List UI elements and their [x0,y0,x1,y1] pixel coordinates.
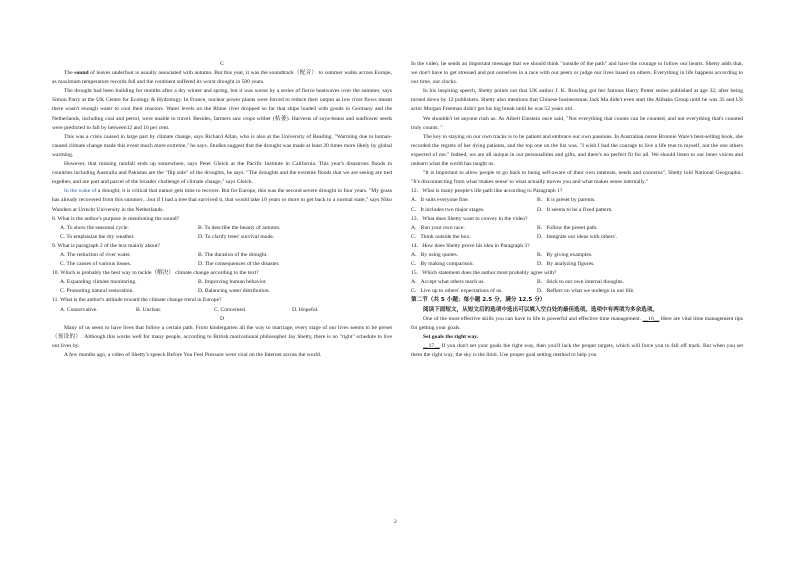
passage-c-paragraph-2: The drought had been building for months after a dry winter and spring, but it was worse by a series of fierce heatwaves over the summer, says Simon Parry at the UK Centre for Ecology & Hydrology. In France, nuclear power plants were forced to reduce their output as low river flows meant there wasn't enough water to cool their reactors. Water levels on the Rhine river dropped so far that ships loaded with goods in Germany and the Netherlands, including coal and petrol, were unable to travel. Besides, farmers saw crops wither (枯萎). Harvests of soya-beans and sunflower seeds were predicted to fall by between12 and 16 per cent. [52,88,392,131]
option-11c: C. Concerned. [214,306,247,313]
section-d-heading: D [219,315,225,322]
highlighted-phrase: In the wake of [64,188,97,195]
question-9-options-row-2 [52,260,392,269]
section-2-title: 第二节（共 5 小题；每小题 2.5 分，满分 12.5 分） [411,297,546,304]
question-12-options-row-2 [411,206,743,215]
option-9b: B. The duration of the drought. [198,251,268,258]
option-8d: D. To clarify trees' survival mode. [198,233,275,240]
question-8-options-row-1 [52,224,392,233]
option-8c: C. To emphasize the dry weather. [60,233,135,240]
option-14c: C．By making comparison. [411,261,474,268]
question-8-options-row-2 [52,233,392,242]
passage-d-paragraph-1: Many of us seem to have lives that follow a certain path. From kindergarten all the way to marriage, every stage of our lives seems to be preset（预设的）. Although this works well for many people, according to British motivational philosopher Jay Shetty, there is no "right" schedule to live our lives by. [52,324,392,349]
question-9: 9. What is paragraph 2 of the text mainly about? [52,242,161,249]
option-14a: A．By using quotes. [411,251,459,258]
right-column [411,60,743,360]
option-12d: D．It seems to be a fixed pattern. [537,206,613,213]
option-13a: A．Run your own race. [411,224,465,231]
question-14-options-row-2 [411,260,743,269]
option-15b: B．Stick to our own internal thoughts. [537,279,625,286]
option-13c: C．Think outside the box. [411,233,471,240]
passage-c-paragraph-3: This was a crisis caused in large part by climate change, says Richard Allan, who is also at the University of Reading. "Warming due to human-caused climate change made this event much more extreme," he says. Studies suggest that the drought was made at least 20 times more likely by global warming. [52,133,392,158]
question-10-options-row-2 [52,287,392,296]
passage-d-paragraph-7: "It is important to allow people to go back to being self-aware of their own interests, needs and concerns", Shetty told National Geographic. "It's disconnecting from what 'makes sense' to what actually moves you and what makes sense internally." [411,170,743,186]
page-number: 2 [394,519,397,525]
option-15d: D．Reflect on what we undergo in our life. [537,288,635,295]
option-9d: D. The consequences of the disaster. [198,261,280,268]
option-12a: A．It suits everyone fine. [411,197,470,204]
option-9a: A. The reduction of river water. [60,251,131,258]
option-11d: D. Hopeful. [292,306,319,313]
option-10c: C. Promoting natural restoration. [60,288,134,295]
section-2-instructions: 阅读下面短文，从短文后的选项中选出可以填入空白处的最佳选项。选项中有两项为多余选项。 [423,306,658,313]
question-9-options-row-1 [52,251,392,260]
option-8a: A. To show the seasonal cycle. [60,224,129,231]
question-10-options-row-1 [52,278,392,287]
option-14d: D．By analyzing figures. [537,261,595,268]
option-15a: A．Accept what others teach us. [411,279,485,286]
blank-17: __17__ [423,342,440,349]
cloze-paragraph-2: __17__ If you don't set your goals the right way, then you'll lack the proper targets, which will force you to fall off track. But when you set them the right way, the sky is the limit. Use proper goal setting method to help you [411,342,743,358]
passage-d-paragraph-4: In his inspiring speech, Shetty points out that UK author J. K. Rowling got her famous Harry Potter series published at age 32, after being turned down by 12 publishers. Shetty also mentions that Chinese businessman Jack Ma didn't even start the Alibaba Group until he was 35 and US actor Morgan Freeman didn't get his big break until he was 52 years old. [411,88,743,113]
question-14-options-row-1 [411,251,743,260]
question-13-options-row-1 [411,224,743,233]
passage-c-paragraph-1: The sound of leaves underfoot is usually associated with autumn. But this year, it was the soundtrack（配音） to summer walks across Europe, as maximum temperature records fell and the continent suffered its worst drought in 500 years. [52,70,392,86]
option-15c: C．Live up to others' expectations of us. [411,288,503,295]
passage-d-paragraph-6: The key to staying on our own tracks is to be patient and embrace our own passions. In Australian nurse Bronnie Ware's best-selling book, she recorded the regrets of her dying patients, and the top one on the list was. "I wish I had the courage to live a life true to myself, not the one others expected of me." Indeed, we are all unique in our personalities and gifts, and there's no perfect fit for all. We should listen to our inner voices and unlearn what the world has taught us. [411,133,743,168]
question-13: 13．What does Shetty want to convey in the video? [411,215,528,222]
option-10b: B. Improving human behavior. [198,279,267,286]
question-15-options-row-1 [411,278,743,287]
question-11-options [52,306,392,315]
option-8b: B. To describe the beauty of autumn. [198,224,281,231]
cloze-subheading: Set goals the right way. [423,333,479,340]
passage-c-paragraph-5: In the wake of a drought, it is critical that nature gets time to recover. But for Europe, this was the second severe drought in four years. "My grass has already recovered from this summer…but if I had a tree that survived it, that would take 10 years or more to get back to a normal state," says Niko Wanders at Utrecht University in the Netherlands. [52,188,393,213]
question-15-options-row-2 [411,287,743,296]
option-13d: D．Integrate our ideas with others'. [537,233,618,240]
option-13b: B．Follow the preset path. [537,224,598,231]
option-11a: A. Conservative. [60,306,98,313]
question-14: 14．How does Shetty prove his idea in Paragraph 3? [411,242,530,249]
passage-d-paragraph-5: We shouldn't let anyone rush us. As Albert Einstein once said, "Not everything that counts can be counted, and not everything that's counted truly counts. " [411,115,743,131]
question-15: 15．Which statement does the author most probably agree with? [411,270,557,277]
option-11b: B. Unclear. [136,306,162,313]
option-9c: C. The causes of various losses. [60,261,132,268]
option-14b: B．By giving examples. [537,251,593,258]
question-11: 11. What is the author's attitude toward the climate change trend in Europe? [52,297,222,304]
question-12-options-row-1 [411,196,743,205]
left-column [52,60,392,360]
sound-keyword: sound [74,70,89,77]
passage-d-paragraph-2: A few months ago, a video of Shetty's speech Before You Feel Pressure went viral on the Internet across the world. [64,352,322,358]
question-10: 10. Which is probably the best way to tackle（解决） climate change according to the text? [52,270,259,277]
question-13-options-row-2 [411,233,743,242]
section-c-heading: C [220,61,224,67]
question-12: 12．What is many people's life path like according to Paragraph 1? [411,188,563,195]
blank-16: __16__ [642,315,660,322]
passage-d-paragraph-3: In the video, he sends an important message that we should think "outside of the path" and have the courage to follow our hearts. Shetty adds that, we don't have to get stressed and put ourselves in a race with our peers or judge our lives based on others. Everything in life happens according to our time, our clocks. [411,61,743,86]
option-10a: A. Expanding climate monitoring. [60,279,137,286]
question-8: 8. What is the author's purpose in mentioning the sound? [52,215,180,222]
option-10d: D. Balancing water distribution. [198,288,270,295]
passage-c-paragraph-4: However, that missing rainfall ends up somewhere, says Peter Gleick at the Pacific Institute in California. This year's disastrous floods in countries including Australia and Pakistan are the "flip side" of the droughts, he says. "The droughts and the extreme floods that we are seeing are tied together, and are part and parcel of the broader challenge of climate change," says Gleick. [52,161,392,186]
cloze-paragraph-1: One of the most effective skills you can have in life is powerful and effective time management. __16__ Here are vital time management tips for getting your goals. [411,315,743,331]
option-12c: C．It includes two major stages. [411,206,485,213]
option-12b: B．It is preset by parents. [537,197,596,204]
